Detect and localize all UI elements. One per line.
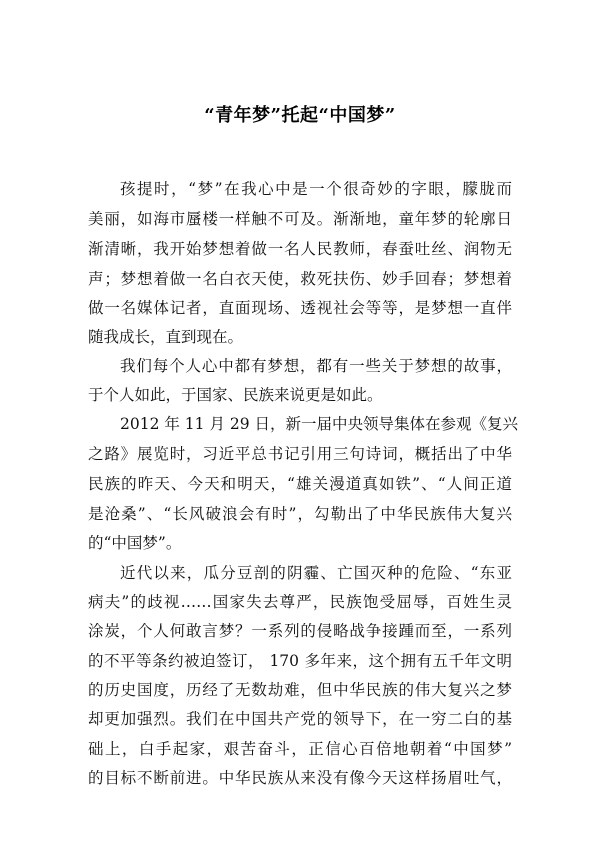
text-line-7: 我们每个人心中都有梦想，都有一些关于梦想的故事， (120, 357, 512, 375)
text-line-5: 做一名媒体记者，直面现场、透视社会等等，是梦想一直伴 (88, 299, 512, 317)
text-line-2: 美丽，如海市蜃楼一样触不可及。渐渐地，童年梦的轮廓日 (88, 210, 512, 228)
text-line-3: 渐清晰，我开始梦想着做一名人民教师，春蚕吐丝、润物无 (88, 240, 512, 258)
document-title: “青年梦”托起“中国梦” (204, 105, 396, 126)
text-line-20: 础上，白手起家，艰苦奋斗，正信心百倍地朝着“中国梦” (88, 740, 512, 758)
text-line-13: 的“中国梦”。 (88, 534, 182, 552)
text-line-15: 病夫”的歧视……国家失去尊严，民族饱受屈辱，百姓生灵 (88, 593, 512, 611)
text-line-9: 2012 年 11 月 29 日，新一届中央领导集体在参观《复兴 (120, 415, 519, 433)
text-line-1: 孩提时，“梦”在我心中是一个很奇妙的字眼，朦胧而 (120, 180, 512, 198)
text-line-21: 的目标不断前进。中华民族从来没有像今天这样扬眉吐气， (88, 769, 512, 787)
text-line-17: 的不平等条约被迫签订， 170 多年来，这个拥有五千年文明 (88, 652, 512, 670)
text-line-10: 之路》展览时，习近平总书记引用三句诗词，概括出了中华 (88, 445, 512, 463)
text-line-4: 声；梦想着做一名白衣天使，救死扶伤、妙手回春；梦想着 (88, 270, 512, 288)
text-line-16: 涂炭，个人何敢言梦？一系列的侵略战争接踵而至，一系列 (88, 622, 512, 640)
text-line-14: 近代以来，瓜分豆剖的阴霾、亡国灭种的危险、“东亚 (120, 564, 512, 582)
text-line-12: 是沧桑”、“长风破浪会有时”，勾勒出了中华民族伟大复兴 (88, 505, 512, 523)
text-line-18: 的历史国度，历经了无数劫难，但中华民族的伟大复兴之梦 (88, 681, 512, 699)
text-line-19: 却更加强烈。我们在中国共产党的领导下，在一穷二白的基 (88, 710, 512, 728)
text-line-8: 于个人如此，于国家、民族来说更是如此。 (88, 386, 383, 404)
text-line-6: 随我成长，直到现在。 (88, 328, 244, 346)
text-line-11: 民族的昨天、今天和明天，“雄关漫道真如铁”、“人间正道 (88, 475, 512, 493)
